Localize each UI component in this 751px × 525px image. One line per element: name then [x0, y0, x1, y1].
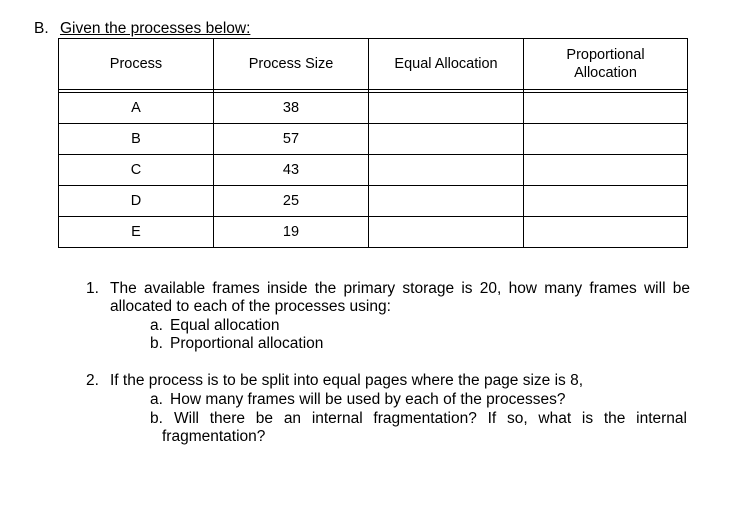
question-2-item-b [150, 410, 687, 446]
question-line: If the process is to be split into equal pages where the page size is 8, [110, 372, 584, 389]
question-line: The available frames inside the primary storage is 20, how many frames will be [110, 280, 690, 297]
item-text: How many frames will be used by each of the processes? [170, 391, 566, 408]
header-process: Process [59, 39, 214, 90]
proportional-cell[interactable] [524, 93, 688, 124]
item-letter: a. [150, 391, 163, 408]
size-cell: 19 [214, 217, 369, 248]
process-cell: D [59, 186, 214, 217]
item-text: Will there be an internal fragmentation? If so, what is the internal [174, 410, 687, 427]
proportional-cell[interactable] [524, 217, 688, 248]
table-row [59, 124, 688, 155]
question-text [110, 280, 690, 316]
equal-cell[interactable] [369, 186, 524, 217]
size-cell: 25 [214, 186, 369, 217]
question-line: allocated to each of the processes using: [110, 298, 391, 315]
question-text [110, 372, 690, 390]
section-title: Given the processes below: [60, 20, 251, 37]
item-letter: a. [150, 317, 163, 334]
table-row [59, 93, 688, 124]
item-letter: b. [150, 335, 163, 352]
size-cell: 38 [214, 93, 369, 124]
table-row [59, 155, 688, 186]
equal-cell[interactable] [369, 217, 524, 248]
process-cell: C [59, 155, 214, 186]
item-text: Equal allocation [170, 317, 280, 334]
size-cell: 43 [214, 155, 369, 186]
process-table [58, 38, 688, 248]
question-1-item-a [150, 317, 279, 335]
table-row [59, 217, 688, 248]
section-prefix: B. [34, 20, 49, 37]
item-line [150, 410, 687, 428]
section-heading [34, 20, 250, 38]
question-number: 1. [86, 280, 99, 297]
question-2-item-a [150, 391, 565, 409]
proportional-cell[interactable] [524, 124, 688, 155]
header-equal-allocation: Equal Allocation [369, 39, 524, 90]
process-cell: E [59, 217, 214, 248]
equal-cell[interactable] [369, 93, 524, 124]
header-process-size: Process Size [214, 39, 369, 90]
item-text: Proportional allocation [170, 335, 324, 352]
question-number: 2. [86, 372, 99, 389]
proportional-cell[interactable] [524, 186, 688, 217]
table-row [59, 186, 688, 217]
equal-cell[interactable] [369, 155, 524, 186]
equal-cell[interactable] [369, 124, 524, 155]
process-cell: A [59, 93, 214, 124]
process-cell: B [59, 124, 214, 155]
question-1-item-b [150, 335, 323, 353]
size-cell: 57 [214, 124, 369, 155]
item-letter: b. [150, 410, 163, 427]
proportional-cell[interactable] [524, 155, 688, 186]
header-proportional-allocation: Proportional Allocation [524, 39, 688, 90]
item-continuation: fragmentation? [162, 428, 266, 445]
